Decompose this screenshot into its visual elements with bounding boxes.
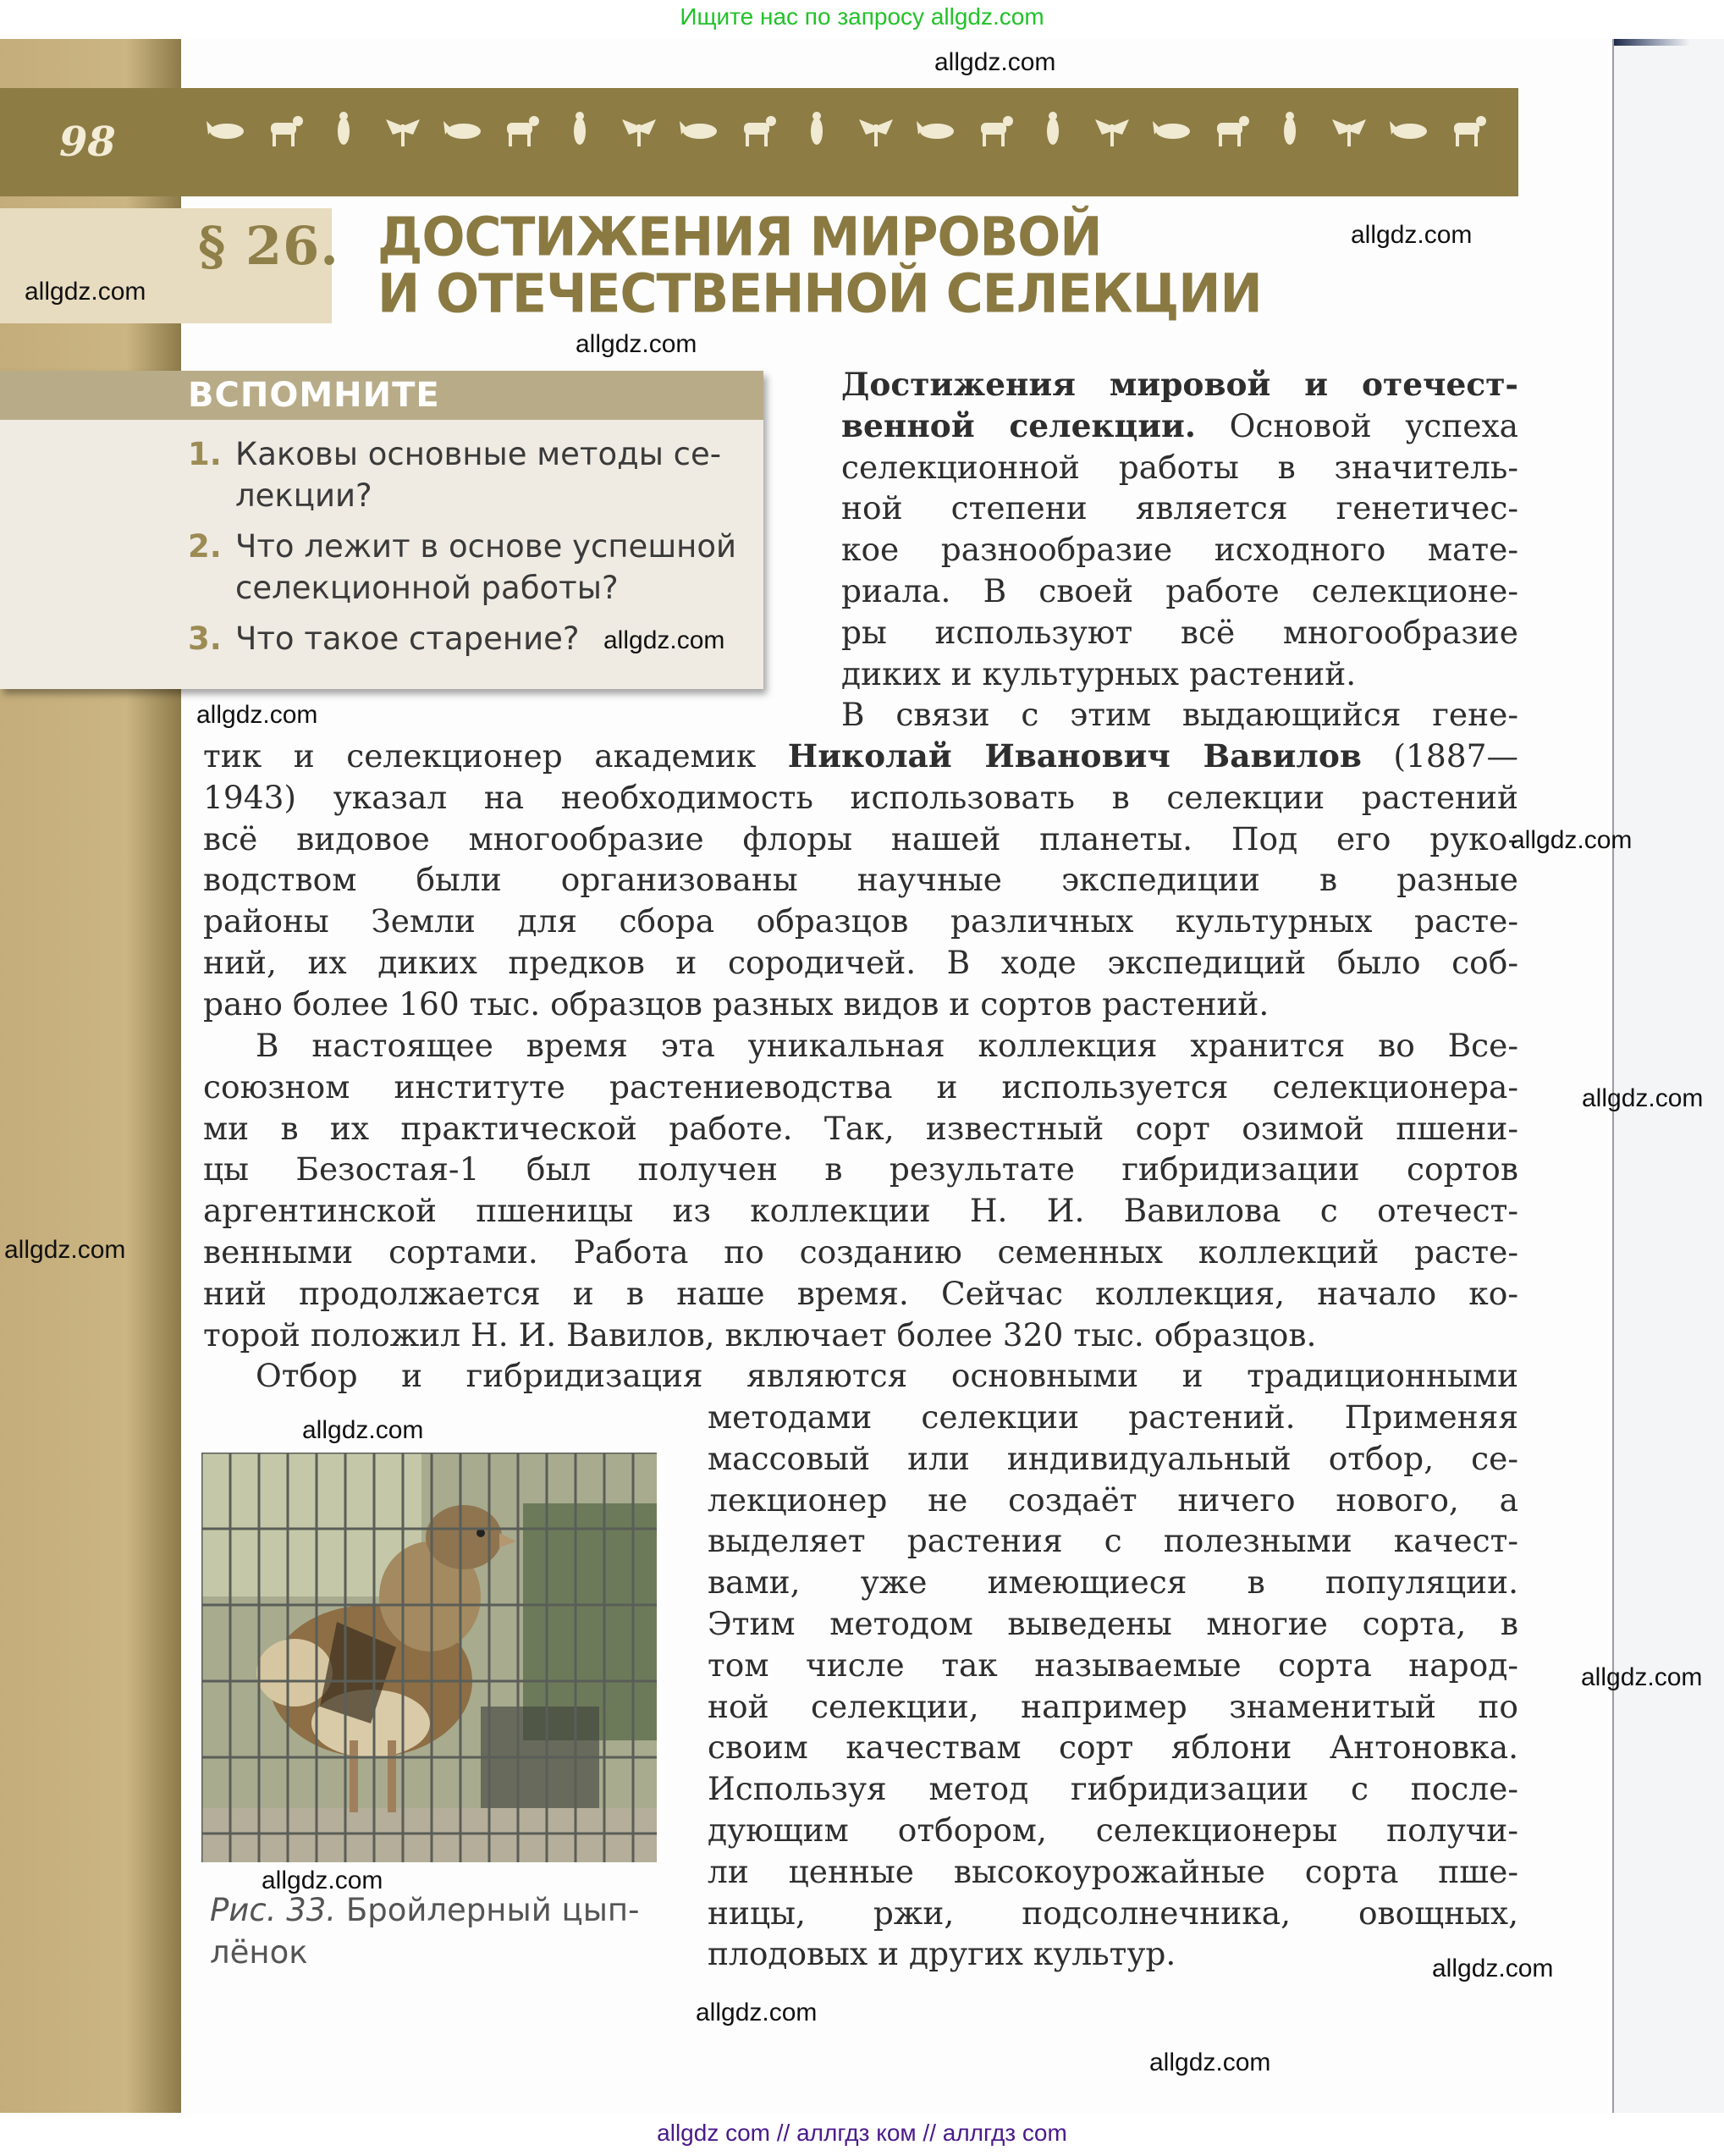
watermark: allgdz.com [934,48,1056,76]
moose-icon [262,109,306,150]
text-line: ний, их диких предков и сородичей. В ходе экспедиций было соб- [203,943,1518,981]
top-watermark-banner: Ищите нас по запросу allgdz.com [680,3,1044,30]
question-number: 3. [188,620,222,657]
text-line: том числе так называемые сорта народ- [708,1646,1518,1684]
whale-icon [203,109,247,150]
chick-photo-illustration [201,1453,657,1862]
bird-icon [854,109,898,150]
section-number: § 26. [198,215,339,277]
boar-icon [440,109,484,150]
watermark: allgdz.com [576,330,697,358]
text-line: вами, уже имеющиеся в популяции. [708,1563,1518,1602]
title-line-1: ДОСТИЖЕНИЯ МИРОВОЙ [377,206,1102,269]
figure-label: Рис. 33. [210,1892,337,1928]
text-line: водством были организованы научные экспедиции в разные [203,861,1518,899]
watermark: allgdz.com [1351,221,1473,249]
boar-icon [1149,109,1193,150]
text-line: союзном институте растениеводства и используется селекционера- [203,1067,1518,1106]
text-line: ми в их практической работе. Так, известный сорт озимой пшени- [203,1109,1518,1147]
bottom-watermark-banner: allgdz com // аллгдз ком // аллгдз com [657,2120,1067,2146]
watermark: allgdz.com [4,1236,126,1264]
text-line: ры используют всё многообразие [841,613,1518,651]
antelope-icon [558,109,602,150]
text-line: селекционной работы в значитель- [841,448,1518,486]
text-line: 1943) указал на необходимость использовать в селекции растений [203,778,1518,816]
watermark: allgdz.com [1511,826,1633,854]
body-paragraph-methods [708,1397,1518,1975]
text-line: Отбор и гибридизация являются основными и традиционными [256,1357,1518,1395]
text-line: тик и селекционер академик Николай Иванович Вавилов (1887— [203,737,1518,775]
butterfly-icon [1327,109,1371,150]
watermark: allgdz.com [696,1999,818,2026]
horse-icon [795,109,839,150]
left-margin-stripe [0,39,181,2113]
text-line: риала. В своей работе селекционе- [841,571,1518,609]
page-title [377,206,1351,326]
text-line: массовый или индивидуальный отбор, се- [708,1439,1518,1477]
watermark: allgdz.com [1582,1084,1704,1112]
text-line: выделяет растения с полезными качест- [708,1522,1518,1560]
recall-box-title: ВСПОМНИТЕ [188,376,440,415]
watermark: allgdz.com [25,278,146,306]
insect-icon [381,109,425,150]
text-line: ной степени является генетичес- [841,489,1518,527]
question-text: Каковы основные методы се-лекции? [235,436,722,514]
cat-icon [1209,109,1253,150]
text-line: Этим методом выведены многие сорта, в [708,1604,1518,1642]
figure-photo-broiler-chick [201,1453,657,1862]
text-line: ной селекции, например знаменитый по [708,1687,1518,1725]
watermark: allgdz.com [196,701,318,729]
caption-text-2: лёнок [210,1934,308,1971]
body-paragraph-intro [841,364,1518,736]
animal-silhouettes-row [203,100,1490,159]
text-line: дующим отбором, селекционеры получи- [708,1811,1518,1849]
body-paragraph-collection [203,1025,1518,1397]
watermark: allgdz.com [302,1416,424,1444]
text-line: кое разнообразие исходного мате- [841,531,1518,569]
page-edge-shadow [1614,39,1690,46]
figure-caption [210,1889,667,1974]
bison-icon [617,109,661,150]
penguin-icon [322,109,366,150]
text-line: ли ценные высокоурожайные сорта пше- [708,1852,1518,1890]
question-text: Что лежит в основе успешной селекционной работы? [235,528,737,606]
watermark: allgdz.com [262,1867,383,1894]
text-line: венными сортами. Работа по созданию семенных коллекций расте- [203,1232,1518,1271]
text-line: плодовых и других культур. [708,1935,1176,1973]
question-number: 1. [188,436,222,472]
body-paragraph-vavilov [203,736,1518,1025]
recall-question [188,526,746,609]
text-line: венной селекции. Основой успеха [841,406,1518,444]
watermark: allgdz.com [603,626,725,654]
page-number: 98 [59,119,116,166]
text-line: своим качествам сорт яблони Антоновка. [708,1729,1518,1767]
text-line: лекционер не создаёт ничего нового, а [708,1481,1518,1519]
scorpion-icon [735,109,779,150]
text-line: Достижения мировой и отечест- [841,366,1518,403]
whale-icon [913,109,957,150]
text-line: методами селекции растений. Применяя [708,1398,1518,1436]
recall-box-header [0,371,763,420]
penguin-icon [1031,109,1075,150]
question-text: Что такое старение? [235,620,580,657]
text-line: рано более 160 тыс. образцов разных видов и сортов растений. [203,984,1270,1023]
antelope-icon [1268,109,1312,150]
next-page-edge [1612,39,1724,2113]
insect-icon [1090,109,1134,150]
text-line: ний продолжается и в наше время. Сейчас коллекция, начало ко- [203,1274,1518,1312]
text-line: В связи с этим выдающийся гене- [841,696,1518,734]
text-line: Используя метод гибридизации с после- [708,1770,1518,1808]
question-number: 2. [188,528,222,565]
watermark: allgdz.com [1149,2048,1271,2076]
text-line: торой положил Н. И. Вавилов, включает более 320 тыс. образцов. [203,1315,1317,1354]
title-line-2: И ОТЕЧЕСТВЕННОЙ СЕЛЕКЦИИ [377,262,1262,326]
text-line: ницы, ржи, подсолнечника, овощных, [708,1894,1518,1932]
caption-text-1: Бройлерный цып- [336,1892,640,1928]
watermark: allgdz.com [1432,1955,1554,1982]
text-line: диких и культурных растений. [841,654,1357,692]
butterfly-icon [676,109,720,150]
text-line: районы Земли для сбора образцов различных культурных расте- [203,902,1518,940]
text-line: цы Безостая-1 был получен в результате гибридизации сортов [203,1150,1518,1188]
watermark: allgdz.com [1581,1663,1703,1691]
cat-icon [498,109,543,150]
text-line: аргентинской пшеницы из коллекции Н. И. Вавилова с отечест- [203,1192,1518,1230]
whale-icon [1446,109,1490,150]
text-line: В настоящее время эта уникальная коллекция хранится во Все- [256,1027,1518,1064]
moose-icon [972,109,1016,150]
bird-icon [1386,109,1430,150]
text-line: всё видовое многообразие флоры нашей планеты. Под его руко- [203,819,1518,857]
recall-question [188,433,746,516]
